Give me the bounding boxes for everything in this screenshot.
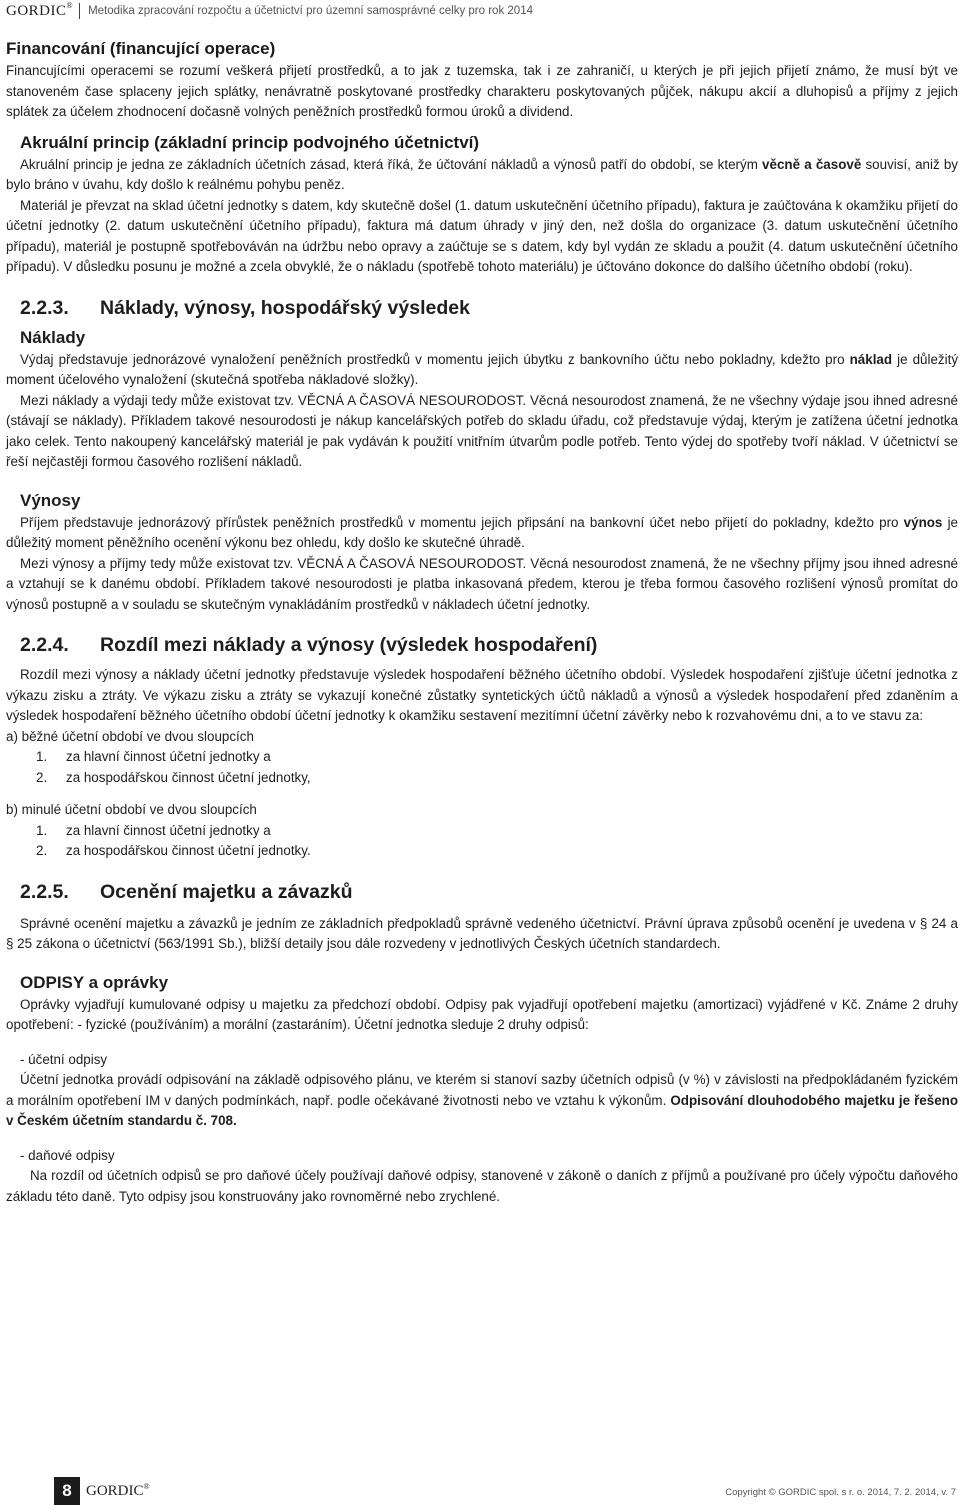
ucetni-odpisy-paragraph: Účetní jednotka provádí odpisování na základě odpisového plánu, ve kterém si stanoví sazby účetních odpisů (v %) v závislosti na předpokládaném fyzickém a morálním opotřebení IM v daných podmínkách, např. podle očekávané životnosti nebo ve vztahu k výkonům. Odpisování dlouhodobého majetku je řešeno v Českém účetním standardu č. 708. xyxy=(6,1072,959,1128)
akrual-paragraph-2: Materiál je převzat na sklad účetní jednotky s datem, kdy skutečně došel (1. datum uskutečnění účetního případu), faktura je zaúčtována k okamžiku přijetí do účetní jednotky (2. datum uskutečnění účetního případu), faktura má datum úhrady v jiný den, než došla do organizace (3. datum uskutečnění účetního případu), materiál je postupně spotřebováván na údržbu nebo opravy a zaúčtuje se s datem, kdy byl vydán ze skladu a použit (4. datum uskutečnění účetního případu). V důsledku posunu je možné a zcela obvyklé, že o nákladu (spotřebě tohoto materiálu) je účtováno dokonce do dalšího účetního období (roku). xyxy=(6,197,958,274)
page-header xyxy=(6,2,533,20)
section-2-2-3-heading: 2.2.3. Náklady, výnosy, hospodářský výsledek xyxy=(20,296,470,319)
vynosy-heading: Výnosy xyxy=(20,490,81,510)
danove-odpisy-label: - daňové odpisy xyxy=(20,1147,115,1163)
list-item: 1. za hlavní činnost účetní jednotky a xyxy=(36,749,271,764)
naklady-heading: Náklady xyxy=(20,327,86,347)
header-title: Metodika zpracování rozpočtu a účetnictví pro územní samosprávné celky pro rok 2014 xyxy=(88,5,533,17)
gordic-logo: GORDIC® xyxy=(6,0,74,19)
odpisy-heading: ODPISY a oprávky xyxy=(20,972,169,992)
financovani-heading: Financování (financující operace) xyxy=(6,39,276,58)
vynosy-paragraph-1: Příjem představuje jednorázový přírůstek peněžních prostředků v momentu jejich připsání na bankovní účet nebo přijetí do pokladny, kdežto pro výnos je důležitý moment pěněžního ocenění výkonu bez ohledu, kdy došlo ke skutečné úhradě. xyxy=(6,514,958,550)
document-body xyxy=(6,37,958,1207)
list-item: 2. za hospodářskou činnost účetní jednotky. xyxy=(36,843,311,858)
vynosy-paragraph-2: Mezi výnosy a příjmy tedy může existovat tzv. VĚCNÁ A ČASOVÁ NESOURODOST. Věcná nesourodost znamená, že ne všechny příjmy jsou ihned adresné a vztahují se k danému období. Příkladem takové nesourodosti je platba inkasovaná předem, kterou je třeba formou časového rozlišení výnosů promítat do výnosů postupně a v souladu se skutečným vynakládáním prostředků v nákladech účetní jednotky. xyxy=(6,555,958,612)
akrual-heading: Akruální princip (základní princip podvojného účetnictví) xyxy=(20,132,480,152)
footer-gordic-logo: GORDIC® xyxy=(86,1482,150,1499)
naklady-paragraph-1: Výdaj představuje jednorázové vynaložení peněžních prostředků v momentu jejich úbytku z bankovního účtu nebo pokladny, kdežto pro náklad je důležitý moment účelového vynaložení (skutečná spotřeba nákladové složky). xyxy=(6,351,959,387)
financovani-paragraph: Financujícími operacemi se rozumí veškerá přijetí prostředků, a to jak z tuzemska, tak i ze zahraničí, u kterých je při jejich přijetí známo, že musí být ve stanoveném čase splaceny jejich splátky, nenávratně poskytované prostředky charakteru poskytovaných půjček, nákupu akcií a dluhopisů a příjmy z jejich splátek za účelem zhodnocení dočasně volných peněžních prostředků formou úroků a dividend. xyxy=(6,63,958,119)
section-2-2-5-heading: 2.2.5. Ocenění majetku a závazků xyxy=(20,880,353,903)
header-divider xyxy=(79,3,80,19)
ucetni-odpisy-label: - účetní odpisy xyxy=(20,1051,108,1067)
section-2-2-4-heading: 2.2.4. Rozdíl mezi náklady a výnosy (výsledek hospodaření) xyxy=(20,634,598,656)
naklady-paragraph-2: Mezi náklady a výdaji tedy může existovat tzv. VĚCNÁ A ČASOVÁ NESOURODOST. Věcná nesourodost znamená, že ne všechny výdaje jsou ihned adresné (stávají se náklady). Příkladem takové nesourodosti je nákup kancelářských potřeb do skladu úřadu, což představuje výdaj, kterým je zatížena účetní jednotka jako celek. Tento nakoupený kancelářský materiál je pak vydáván k použití vnitřním útvarům podle potřeb. Tento výdej do spotřeby tvoří náklad. V účetnictví se řeší nejčastěji formou časového rozlišení nákladů. xyxy=(6,392,958,469)
page-footer xyxy=(0,1477,960,1505)
page-number: 8 xyxy=(54,1477,80,1505)
oceneni-paragraph: Správné ocenění majetku a závazků je jedním ze základních předpokladů správně vedeného účetnictví. Právní úprava způsobů ocenění je uvedena v § 24 a § 25 zákona o účetnictví (563/1991 Sb.), bližší detaily jsou dále rozvedeny v jednotlivých Českých účetních standardech. xyxy=(6,915,958,951)
list-label-b: b) minulé účetní období ve dvou sloupcích xyxy=(6,802,257,817)
list-item: 2. za hospodářskou činnost účetní jednotky, xyxy=(36,769,311,785)
vysledek-paragraph: Rozdíl mezi výnosy a náklady účetní jednotky představuje výsledek hospodaření běžného účetního období. Výsledek hospodaření zjišťuje účetní jednotka z výkazu zisku a ztráty. Ve výkazu zisku a ztráty se vykazují konečné zůstatky syntetických účtů nákladů a výnosů a výsledek hospodaření před zdaněním a výsledek hospodaření běžného účetního období účetní jednotky k okamžiku sestavení mezitímní účetní závěrky nebo k rozvahovému dni, a to ve stavu za: xyxy=(6,667,958,723)
danove-odpisy-paragraph: Na rozdíl od účetních odpisů se pro daňové účely používají daňové odpisy, stanovené v zákoně o daních z příjmů a používané pro účely výpočtu daňového základu této daně. Tyto odpisy jsou konstruovány jako rovnoměrné nebo zrychlené. xyxy=(6,1168,958,1204)
akrual-paragraph-1: Akruální princip je jedna ze základních účetních zásad, která říká, že účtování nákladů a výnosů patří do období, se kterým věcně a časově souvisí, aniž by bylo bráno v úvahu, kdy došlo k reálnému pohybu peněz. xyxy=(6,156,958,192)
list-item: 1. za hlavní činnost účetní jednotky a xyxy=(36,822,271,838)
list-label-a: a) běžné účetní období ve dvou sloupcích xyxy=(6,728,254,744)
copyright-text: Copyright © GORDIC spol. s r. o. 2014, 7. 2. 2014, v. 7 xyxy=(725,1487,956,1498)
odpisy-paragraph: Oprávky vyjadřují kumulované odpisy u majetku za předchozí období. Odpisy pak vyjadřují opotřebení majetku (amortizaci) vyjádřené v Kč. Známe 2 druhy opotřebení: - fyzické (používáním) a morální (zastaráním). Účetní jednotka sleduje 2 druhy odpisů: xyxy=(6,996,958,1032)
